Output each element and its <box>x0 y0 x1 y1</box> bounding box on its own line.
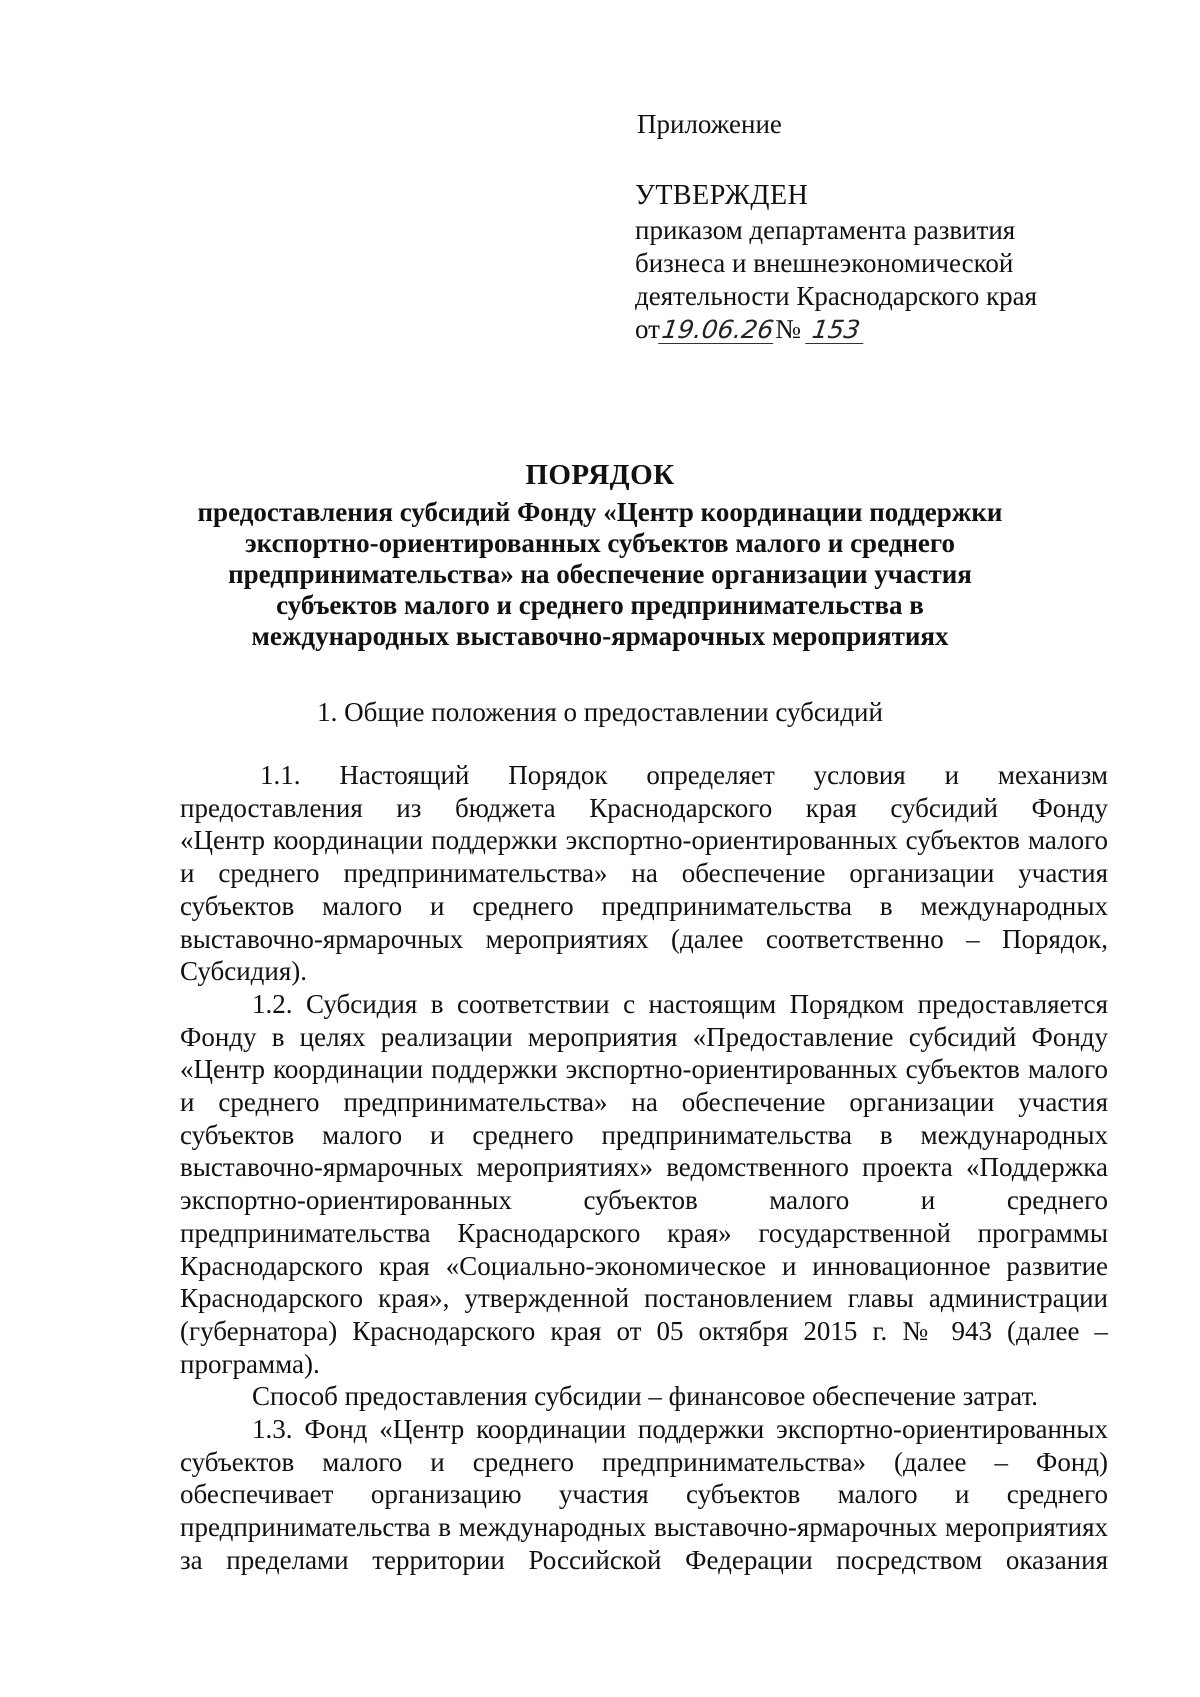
text-line: Субсидия). <box>180 956 307 987</box>
number-sign: № <box>775 314 802 344</box>
handwritten-number: 153 <box>805 317 867 344</box>
section-heading: 1. Общие положения о предоставлении субсидий <box>317 697 883 727</box>
document-body <box>180 759 1108 1577</box>
title-subtitle-line: экспортно-ориентированных субъектов малого и среднего <box>245 528 955 558</box>
text-line: экспортно-ориентированных субъектов малого и среднего <box>180 1185 1108 1216</box>
text-line: обеспечивает организацию участия субъектов малого и среднего <box>180 1479 1108 1510</box>
text-line: 1.2. Субсидия в соответствии с настоящим Порядком предоставляется <box>252 988 1108 1019</box>
text-line: Краснодарского края», утвержденной постановлением главы администрации <box>180 1283 1108 1314</box>
title-subtitle-line: субъектов малого и среднего предпринимательства в <box>276 590 924 620</box>
text-line: 1.3. Фонд «Центр координации поддержки экспортно-ориентированных <box>252 1414 1108 1445</box>
title-subtitle-line: предоставления субсидий Фонду «Центр координации поддержки <box>197 497 1003 527</box>
issuer-line: приказом департамента развития <box>635 215 1016 245</box>
issuer-line: деятельности Краснодарского края <box>635 281 1038 311</box>
text-line: субъектов малого и среднего предпринимательства в международных <box>180 890 1108 921</box>
text-line: «Центр координации поддержки экспортно-ориентированных субъектов малого <box>180 1054 1108 1085</box>
text-line: выставочно-ярмарочных мероприятиях (далее соответственно – Порядок, <box>180 923 1108 954</box>
text-line: 1.1. Настоящий Порядок определяет условия и механизм <box>260 760 1108 790</box>
appendix-label: Приложение <box>637 109 782 139</box>
order-date-line <box>635 313 1105 346</box>
title-subtitle-line: международных выставочно-ярмарочных мероприятиях <box>251 621 949 651</box>
approval-block <box>635 108 1105 346</box>
text-line: предоставления из бюджета Краснодарского края субсидий Фонду <box>180 792 1108 823</box>
text-line: программа). <box>180 1348 320 1379</box>
paragraph-1-3 <box>180 1413 1108 1577</box>
text-line: «Центр координации поддержки экспортно-ориентированных субъектов малого <box>180 825 1108 856</box>
date-prefix: от <box>635 314 660 344</box>
text-line: субъектов малого и среднего предпринимательства в международных <box>180 1119 1108 1150</box>
title-subtitle-line: предпринимательства» на обеспечение организации участия <box>228 559 972 589</box>
paragraph-1-2 <box>180 988 1108 1380</box>
text-line: и среднего предпринимательства» на обеспечение организации участия <box>180 1087 1108 1118</box>
text-line: (губернатора) Краснодарского края от 05 октября 2015 г. № 943 (далее – <box>180 1315 1108 1346</box>
document-title: ПОРЯДОК <box>525 459 675 491</box>
text-line: Фонду в целях реализации мероприятия «Предоставление субсидий Фонду <box>180 1021 1108 1052</box>
text-line: предпринимательства в международных выставочно-ярмарочных мероприятиях <box>180 1512 1108 1543</box>
text-line: Краснодарского края «Социально-экономическое и инновационное развитие <box>180 1250 1108 1281</box>
document-title-block <box>150 460 1050 652</box>
text-line: и среднего предпринимательства» на обеспечение организации участия <box>180 858 1108 889</box>
handwritten-date: 19.06.26 <box>660 315 776 344</box>
text-line: выставочно-ярмарочных мероприятиях» ведомственного проекта «Поддержка <box>180 1152 1108 1183</box>
text-line: за пределами территории Российской Федерации посредством оказания <box>180 1544 1108 1575</box>
text-line: предпринимательства Краснодарского края» государственной программы <box>180 1217 1108 1248</box>
paragraph-method <box>180 1380 1108 1413</box>
issuer-line: бизнеса и внешнеэкономической <box>635 248 1014 278</box>
text-line: Способ предоставления субсидии – финансовое обеспечение затрат. <box>252 1381 1038 1412</box>
approved-label: УТВЕРЖДЕН <box>635 180 809 211</box>
paragraph-1-1 <box>180 759 1108 988</box>
text-line: субъектов малого и среднего предпринимательства» (далее – Фонд) <box>180 1446 1108 1477</box>
